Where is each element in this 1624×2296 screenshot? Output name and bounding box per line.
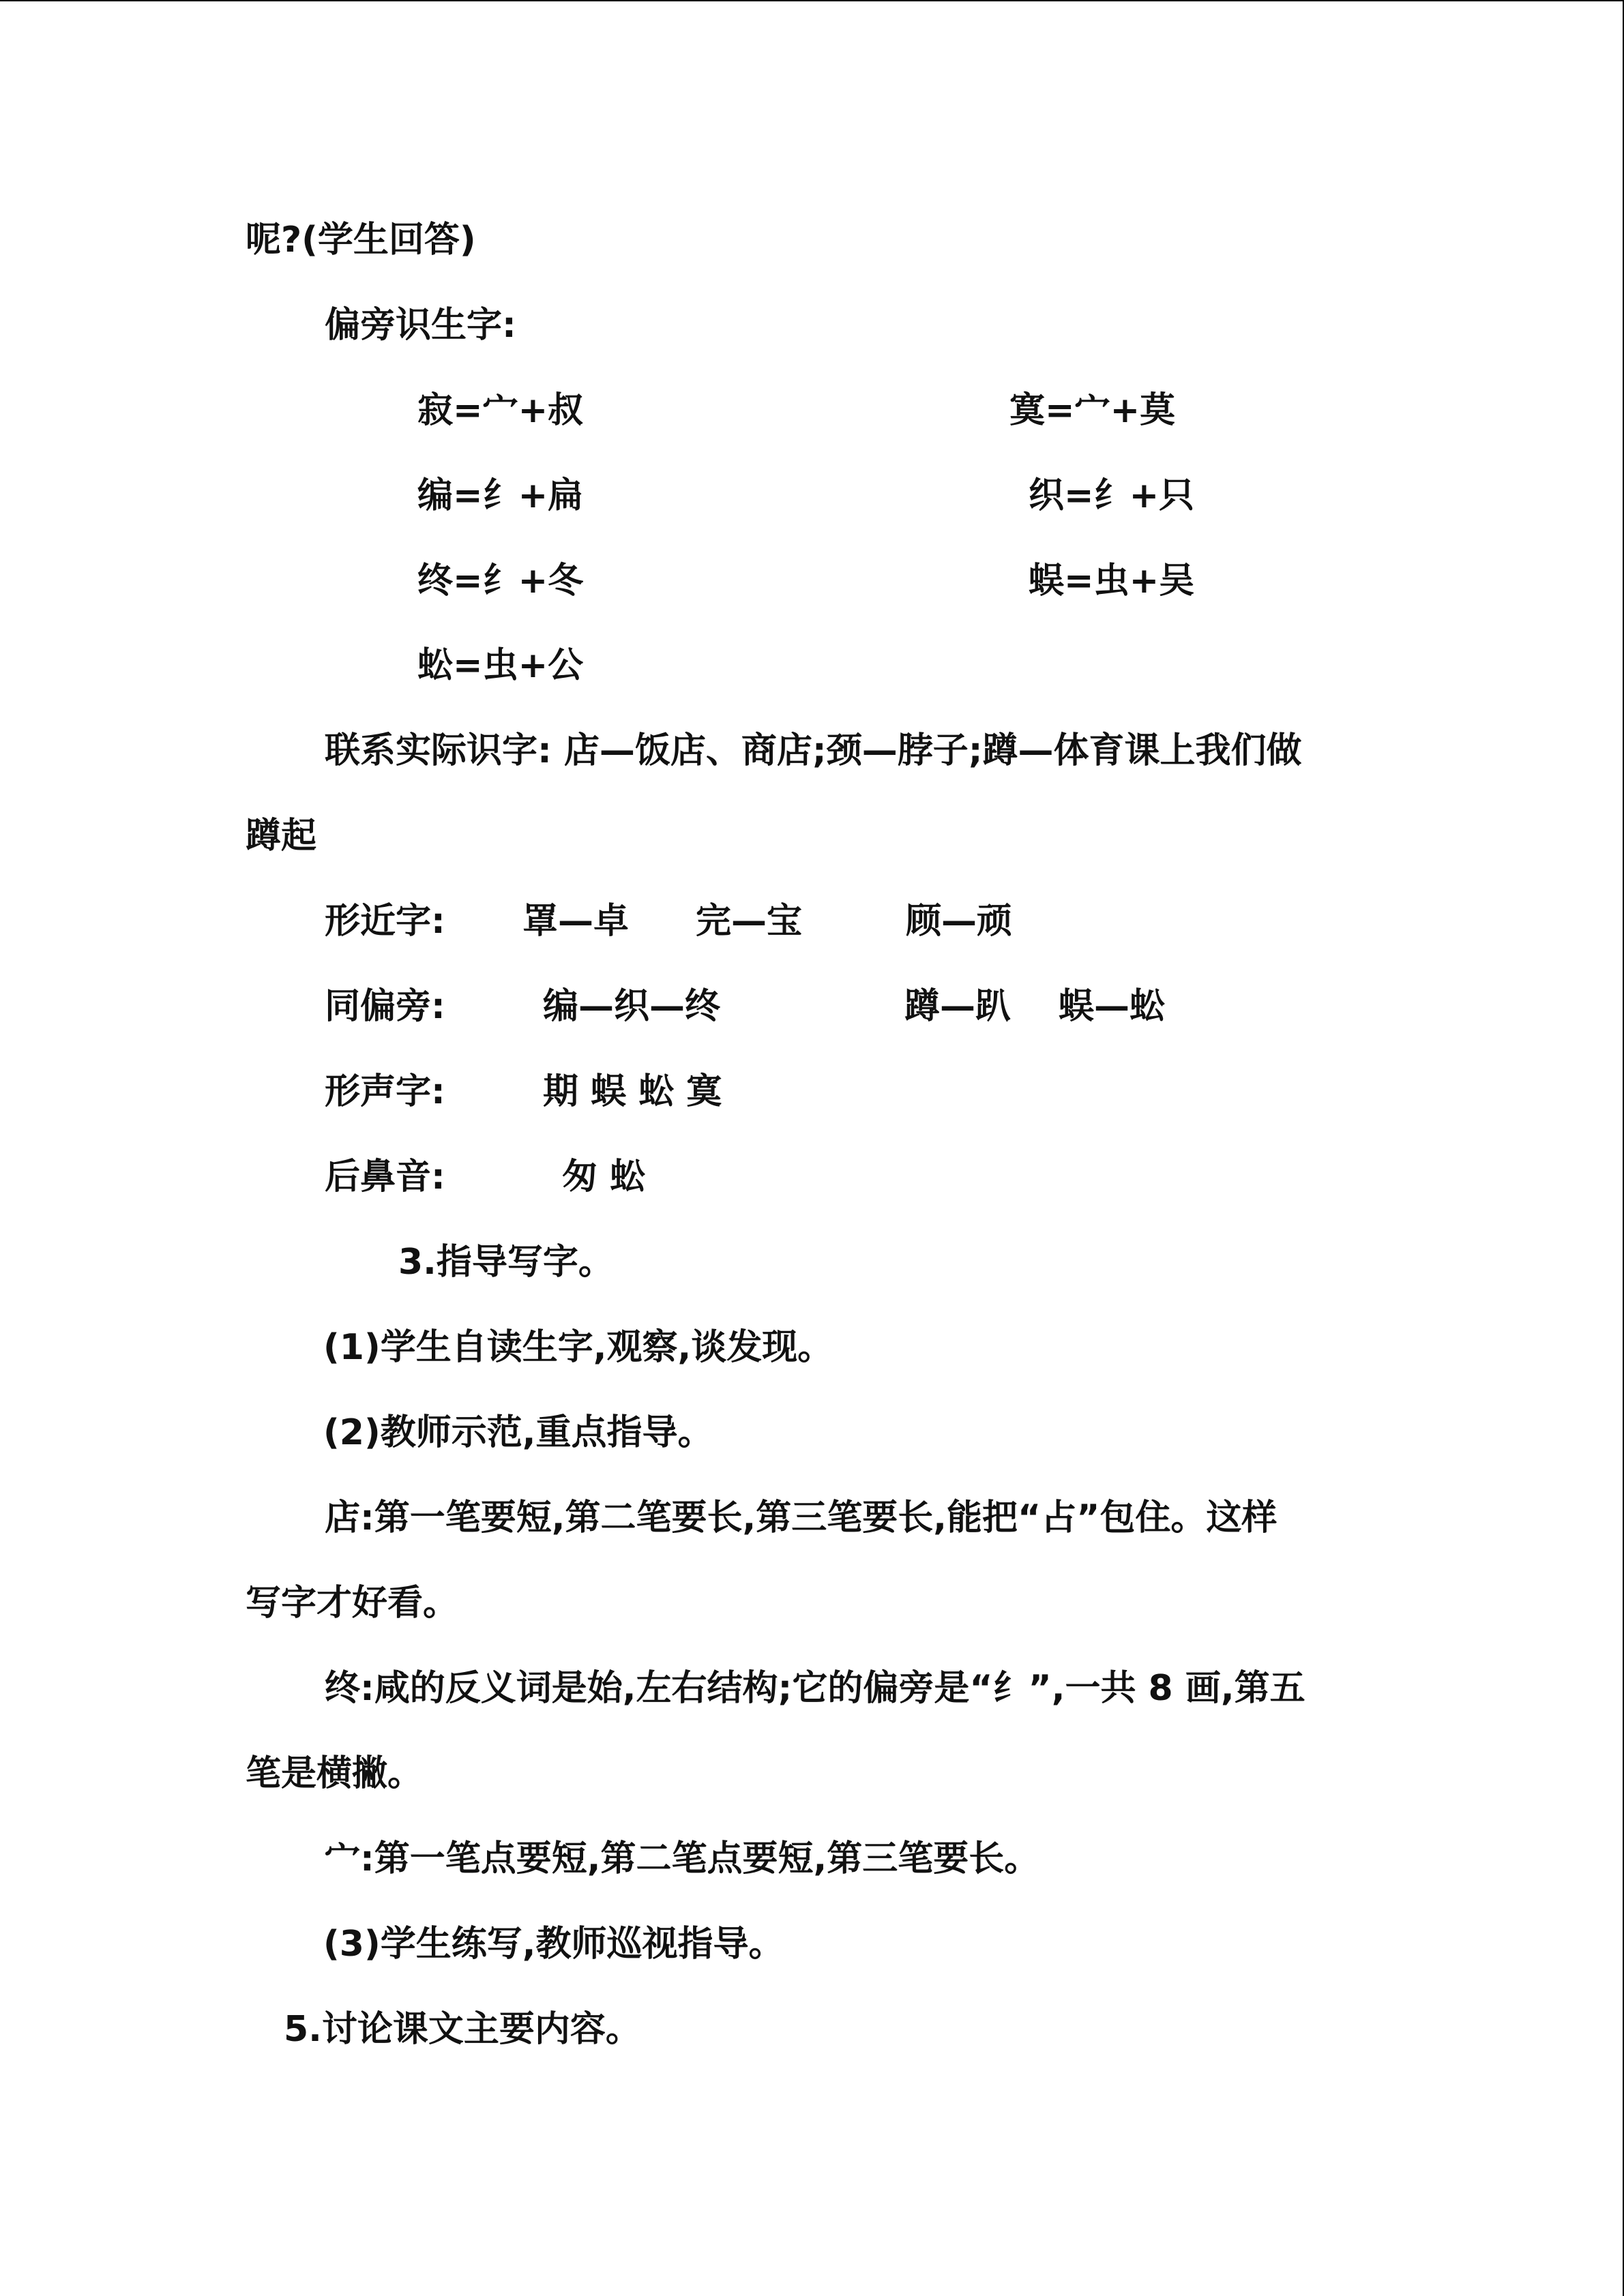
text-line: 匆 蚣 (562, 1157, 646, 1197)
text-line: 形近字: (325, 901, 445, 942)
text-line: 编=纟+扁 (417, 475, 584, 516)
text-line: 终:咸的反义词是始,左右结构;它的偏旁是“纟”,一共 8 画,第五 (325, 1668, 1305, 1709)
text-line: 5.讨论课文主要内容。 (284, 2009, 641, 2050)
text-line: 同偏旁: (325, 986, 445, 1027)
text-line: 笔是横撇。 (246, 1753, 424, 1794)
text-line: 终=纟+冬 (417, 561, 584, 601)
text-line: 蚣=虫+公 (417, 645, 584, 686)
text-line: (1)学生自读生字,观察,谈发现。 (323, 1327, 833, 1368)
text-line: 织=纟+只 (1029, 475, 1195, 516)
text-line: 顾—顽 (906, 901, 1013, 942)
text-line: 蜈—蚣 (1059, 986, 1166, 1027)
text-line: 罩—卓 (522, 901, 630, 942)
text-line: 联系实际识字: 店—饭店、商店;颈—脖子;蹲—体育课上我们做 (325, 730, 1302, 771)
text-line: (3)学生练写,教师巡视指导。 (323, 1924, 784, 1965)
text-line: 期 蜈 蚣 寞 (543, 1071, 722, 1112)
text-line: 寞=宀+莫 (1009, 390, 1176, 431)
text-line: 寂=宀+叔 (417, 390, 584, 431)
text-line: 呢?(学生回答) (246, 220, 476, 260)
text-line: 形声字: (325, 1071, 445, 1112)
text-line: 蹲—趴 (904, 986, 1012, 1027)
text-line: 蜈=虫+吴 (1029, 561, 1195, 601)
text-line: (2)教师示范,重点指导。 (323, 1412, 713, 1453)
text-line: 编—织—终 (543, 986, 721, 1027)
text-line: 写字才好看。 (246, 1583, 459, 1624)
text-line: 3.指导写字。 (398, 1242, 614, 1283)
text-line: 后鼻音: (325, 1157, 445, 1197)
text-line: 蹲起 (246, 816, 317, 856)
text-line: 店:第一笔要短,第二笔要长,第三笔要长,能把“占”包住。这样 (325, 1497, 1278, 1538)
text-line: 宀:第一笔点要短,第二笔点要短,第三笔要长。 (325, 1838, 1040, 1879)
text-line: 偏旁识生字: (325, 305, 516, 346)
text-line: 完—宝 (696, 901, 803, 942)
